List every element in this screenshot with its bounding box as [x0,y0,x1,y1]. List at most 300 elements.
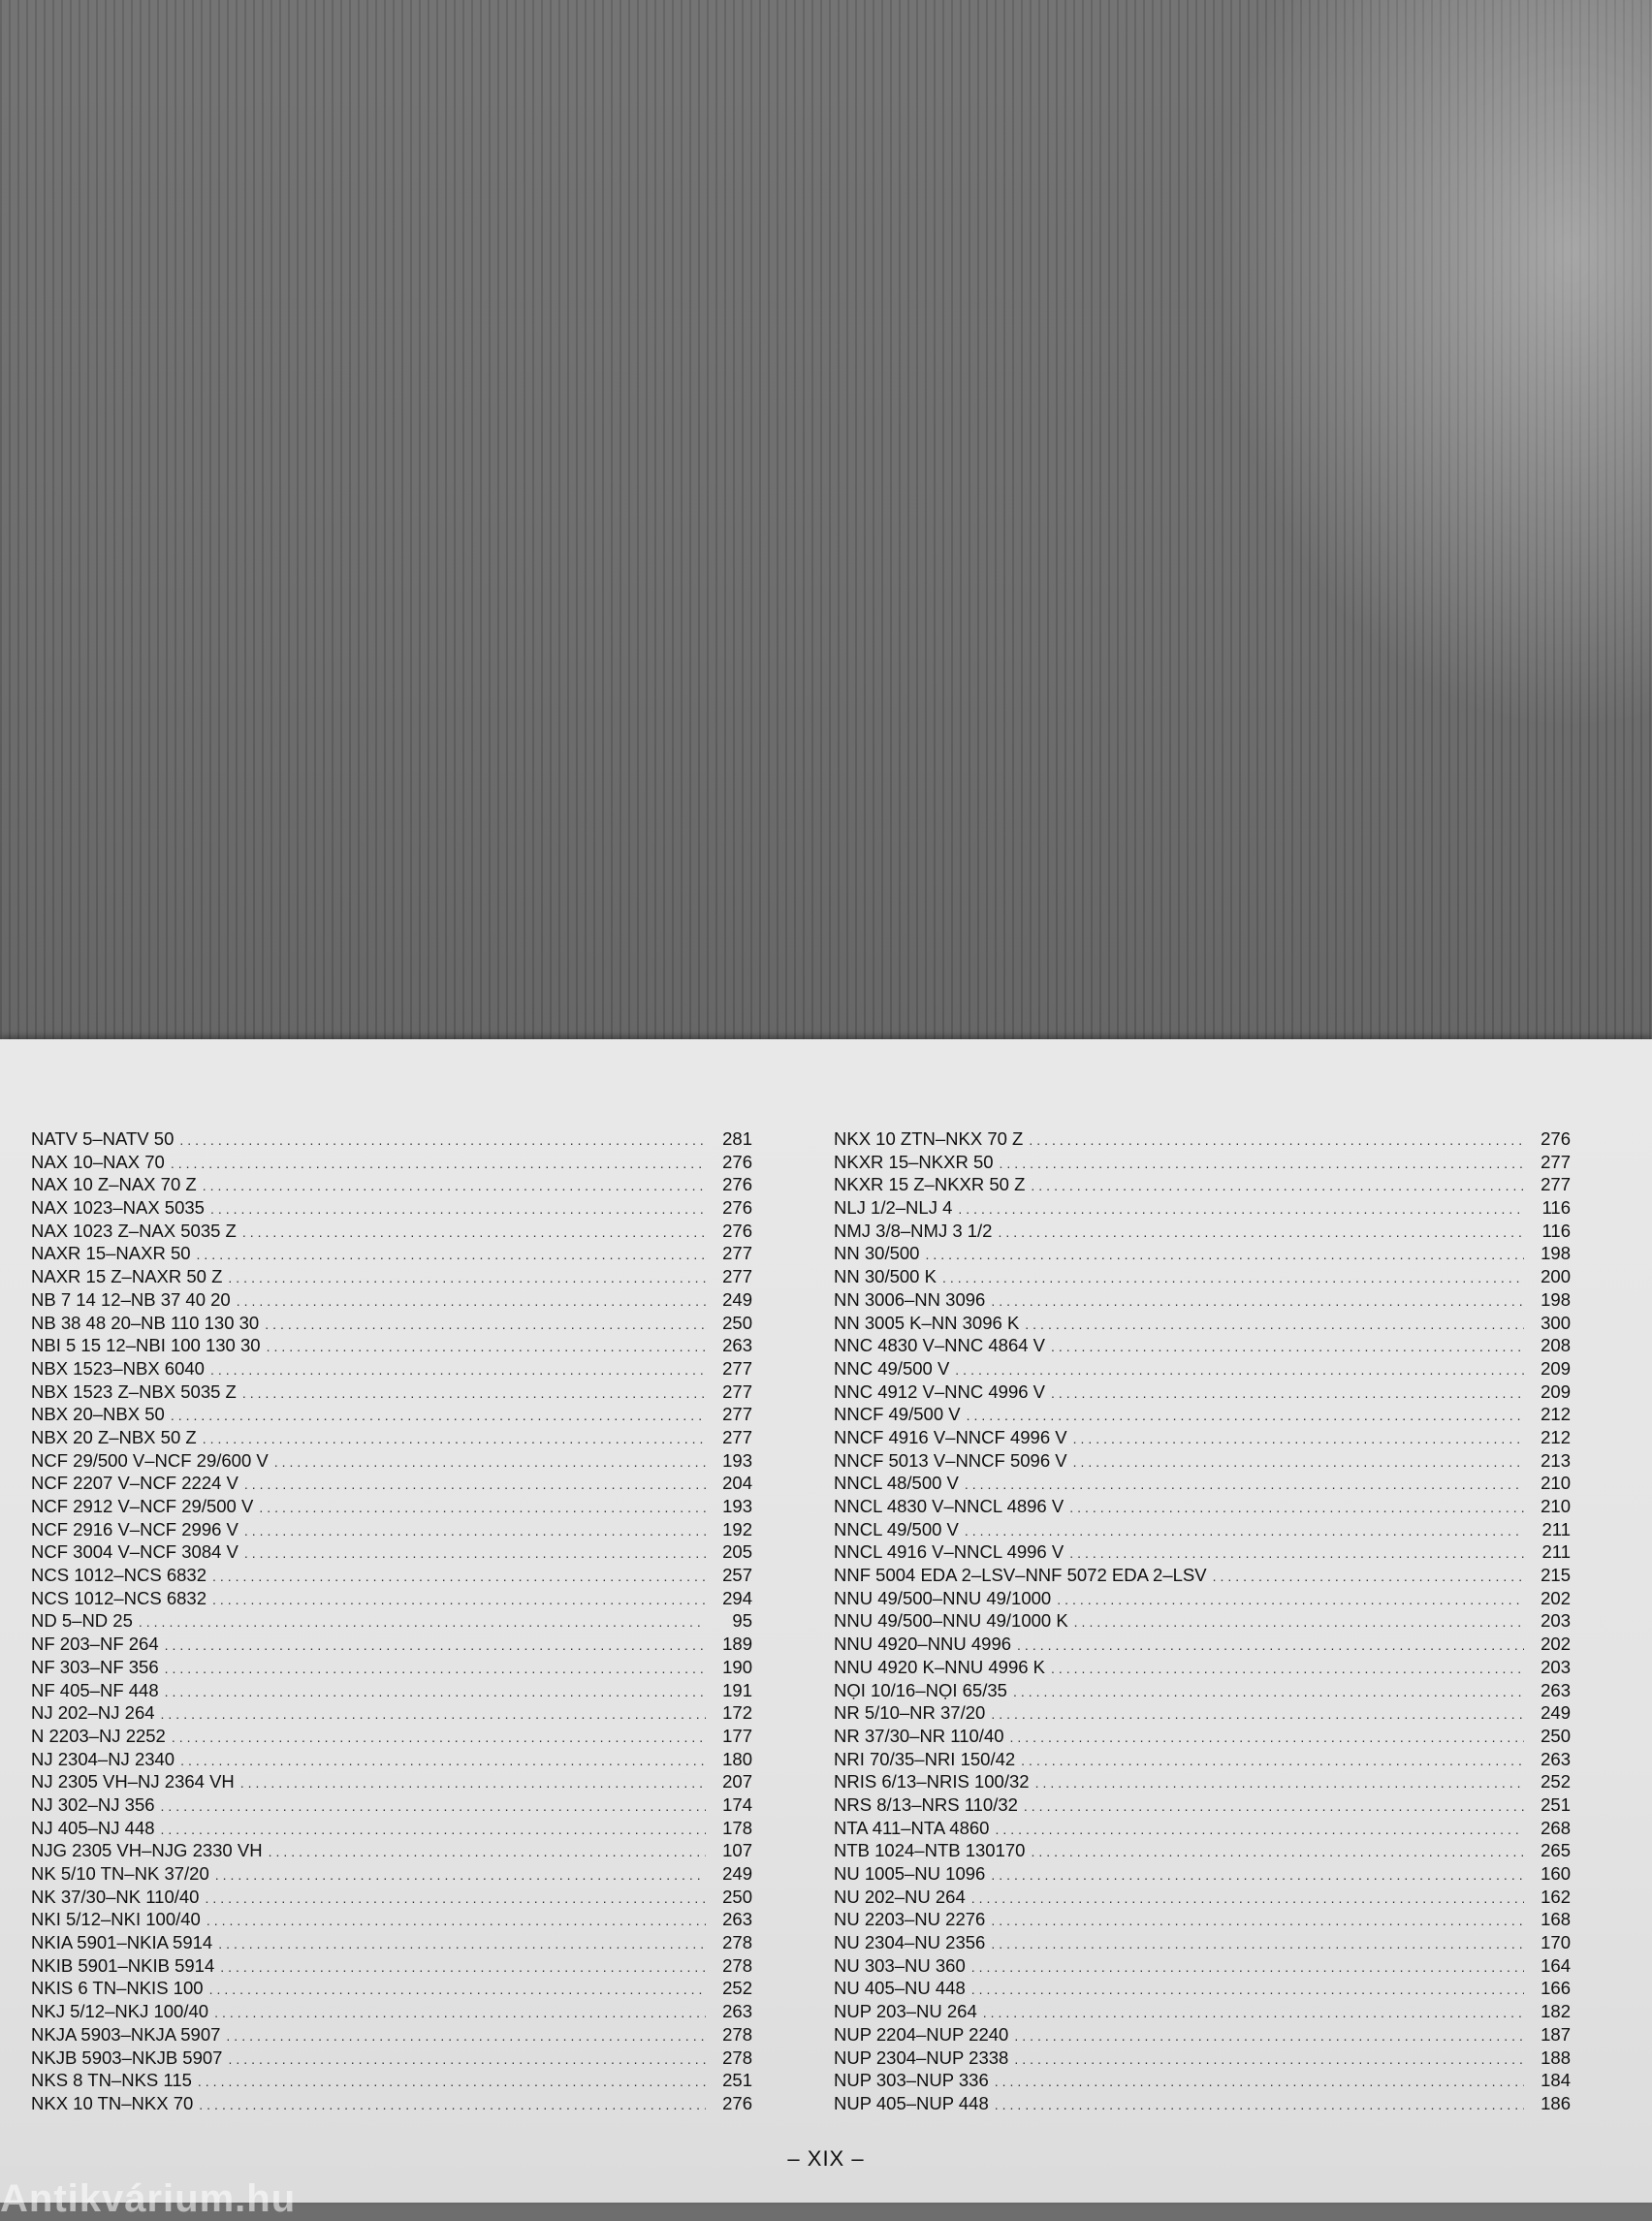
entry-page-number: 215 [1541,1565,1571,1586]
entry-label: NAXR 15 Z–NAXR 50 Z [31,1266,223,1287]
entry-label: NNU 49/500–NNU 49/1000 K [834,1610,1068,1632]
entry-label: NNCL 4830 V–NNCL 4896 V [834,1496,1064,1516]
entry-page-number: 166 [1541,1978,1571,1999]
dot-leader [991,1864,1524,1888]
dot-leader [925,1244,1524,1267]
entry-label: NU 2304–NU 2356 [834,1932,986,1953]
entry-page-number: 212 [1541,1426,1571,1447]
entry-page-number: 277 [722,1404,752,1425]
watermark-logo: Antikvárium.hu [0,2177,297,2220]
entry-label: NU 202–NU 264 [834,1886,966,1907]
dot-leader [1025,1314,1524,1337]
dot-leader [1069,1542,1524,1566]
entry-label: NU 2203–NU 2276 [834,1909,986,1930]
entry-label: NNCL 49/500 V [834,1518,959,1539]
entry-page-number: 192 [722,1518,752,1539]
entry-label: NF 303–NF 356 [31,1656,159,1677]
entry-label: NCF 2916 V–NCF 2996 V [31,1518,238,1539]
entry-page-number: 263 [722,1909,752,1930]
entry-page-number: 277 [722,1266,752,1287]
entry-label: NRI 70/35–NRI 150/42 [834,1748,1016,1769]
entry-label: NTA 411–NTA 4860 [834,1817,990,1838]
entry-page-number: 116 [1541,1220,1571,1241]
entry-label: NU 405–NU 448 [834,1978,966,1999]
entry-page-number: 211 [1541,1541,1571,1563]
entry-label: NBX 20 Z–NBX 50 Z [31,1426,197,1447]
entry-page-number: 276 [722,2092,752,2113]
entry-label: NKX 10 ZTN–NKX 70 Z [834,1128,1024,1149]
entry-label: NNU 49/500–NNU 49/1000 [834,1587,1052,1608]
entry-label: NB 38 48 20–NB 110 130 30 [31,1312,260,1333]
index-entry [834,2092,1571,2115]
entry-label: NU 1005–NU 1096 [834,1863,986,1884]
index-entry [31,1495,752,1518]
entry-page-number: 212 [1541,1404,1571,1425]
dot-leader [212,1566,706,1589]
entry-page-number: 251 [722,2070,752,2091]
index-entry [834,1151,1571,1174]
entry-label: NAXR 15–NAXR 50 [31,1243,191,1264]
dot-leader [269,1841,706,1864]
entry-page-number: 249 [1541,1702,1571,1724]
entry-page-number: 277 [722,1380,752,1402]
index-entry [31,1679,752,1702]
dot-leader [1014,2048,1524,2072]
dot-leader [171,1153,706,1176]
index-entry [31,1977,752,2000]
entry-label: NUP 303–NUP 336 [834,2070,989,2091]
index-entry [834,1472,1571,1495]
dot-leader [226,2025,706,2048]
entry-page-number: 172 [722,1702,752,1724]
entry-page-number: 207 [722,1771,752,1793]
index-entry [31,1817,752,1840]
entry-label: NCF 2912 V–NCF 29/500 V [31,1496,254,1516]
index-entry [834,1679,1571,1702]
dot-leader [161,1795,706,1819]
entry-label: NCS 1012–NCS 6832 [31,1565,206,1586]
index-entry [834,1220,1571,1243]
entry-label: NNCF 5013 V–NNCF 5096 V [834,1449,1067,1471]
dot-leader [197,1244,706,1267]
entry-page-number: 276 [722,1174,752,1195]
entry-label: NAX 10 Z–NAX 70 Z [31,1174,197,1195]
dot-leader [1010,1727,1524,1750]
dot-leader [1029,1129,1524,1153]
dot-leader [199,2094,706,2117]
index-entry [31,1886,752,1909]
entry-label: N 2203–NJ 2252 [31,1725,166,1746]
index-entry [31,2023,752,2046]
entry-page-number: 263 [1541,1748,1571,1769]
entry-label: NUP 2204–NUP 2240 [834,2023,1009,2045]
index-entry [834,1334,1571,1357]
entry-label: NKX 10 TN–NKX 70 [31,2092,194,2113]
entry-page-number: 277 [722,1426,752,1447]
entry-page-number: 277 [1541,1151,1571,1172]
index-entry [834,1495,1571,1518]
dot-leader [210,1198,706,1222]
entry-label: NUP 2304–NUP 2338 [834,2046,1009,2068]
entry-page-number: 177 [722,1725,752,1746]
entry-page-number: 263 [1541,1679,1571,1700]
index-entry [31,1656,752,1679]
index-entry [834,1793,1571,1817]
index-entry [834,1380,1571,1404]
entry-page-number: 250 [722,1886,752,1907]
entry-page-number: 180 [722,1748,752,1769]
dot-leader [259,1497,706,1520]
background-surface [0,0,1652,1047]
entry-label: NCF 3004 V–NCF 3084 V [31,1541,238,1563]
dot-leader [209,1979,706,2002]
entry-page-number: 204 [722,1473,752,1494]
entry-page-number: 186 [1541,2092,1571,2113]
entry-label: NKI 5/12–NKI 100/40 [31,1909,201,1930]
index-entry [834,1403,1571,1426]
entry-label: NKXR 15–NKXR 50 [834,1151,994,1172]
entry-page-number: 162 [1541,1886,1571,1907]
index-entry [834,1540,1571,1564]
index-column-right [834,1127,1571,2115]
dot-leader [203,1428,706,1451]
index-entry [31,1908,752,1931]
dot-leader [171,1405,706,1428]
entry-page-number: 95 [732,1610,752,1632]
entry-label: NLJ 1/2–NLJ 4 [834,1197,953,1219]
index-entry [31,1954,752,1978]
dot-leader [228,2048,706,2072]
dot-leader [267,1336,706,1359]
index-entry [834,1288,1571,1312]
index-entry [834,1242,1571,1265]
index-entry [834,1196,1571,1220]
dot-leader [1073,1451,1524,1475]
entry-page-number: 209 [1541,1380,1571,1402]
index-entry [31,1334,752,1357]
entry-page-number: 198 [1541,1288,1571,1310]
index-entry [834,2000,1571,2023]
dot-leader [995,2071,1524,2094]
index-entry [31,1357,752,1380]
index-entry [31,1725,752,1748]
index-entry [834,1127,1571,1151]
dot-leader [1031,1175,1524,1198]
entry-page-number: 187 [1541,2023,1571,2045]
index-entry [834,1908,1571,1931]
index-entry [31,1564,752,1587]
entry-label: NKIB 5901–NKIB 5914 [31,1954,215,1976]
index-entry [834,1633,1571,1656]
index-entry [31,1220,752,1243]
index-entry [834,1265,1571,1288]
index-entry [834,1564,1571,1587]
index-entry [31,1196,752,1220]
index-entry [31,1839,752,1862]
index-entry [31,1265,752,1288]
index-entry [31,1242,752,1265]
entry-page-number: 263 [722,2001,752,2022]
entry-label: NNCL 48/500 V [834,1473,959,1494]
entry-page-number: 257 [722,1565,752,1586]
dot-leader [971,1888,1524,1911]
dot-leader [1073,1428,1524,1451]
entry-page-number: 210 [1541,1496,1571,1516]
entry-page-number: 203 [1541,1610,1571,1632]
index-entry [31,1288,752,1312]
entry-label: NK 5/10 TN–NK 37/20 [31,1863,209,1884]
entry-page-number: 184 [1541,2070,1571,2091]
index-entry [31,1312,752,1335]
index-entry [834,1587,1571,1610]
entry-label: NJ 2305 VH–NJ 2364 VH [31,1771,235,1793]
entry-page-number: 191 [722,1679,752,1700]
entry-label: NRS 8/13–NRS 110/32 [834,1793,1018,1815]
index-entry [31,1862,752,1886]
entry-page-number: 263 [722,1335,752,1356]
dot-leader [991,1703,1524,1727]
dot-leader [244,1474,706,1497]
index-entry [31,1127,752,1151]
index-entry [834,1886,1571,1909]
entry-label: NJ 2304–NJ 2340 [31,1748,175,1769]
dot-leader [1051,1382,1524,1406]
entry-page-number: 249 [722,1288,752,1310]
entry-label: NAX 1023 Z–NAX 5035 Z [31,1220,237,1241]
entry-label: ND 5–ND 25 [31,1610,133,1632]
index-entry [31,1151,752,1174]
entry-label: NR 5/10–NR 37/20 [834,1702,986,1724]
dot-leader [1051,1336,1524,1359]
entry-page-number: 210 [1541,1473,1571,1494]
entry-label: NBX 1523–NBX 6040 [31,1357,205,1379]
entry-label: NATV 5–NATV 50 [31,1128,175,1149]
entry-label: NNCF 4916 V–NNCF 4996 V [834,1426,1067,1447]
dot-leader [1074,1611,1524,1634]
entry-page-number: 164 [1541,1954,1571,1976]
index-entry [834,1701,1571,1725]
dot-leader [228,1267,706,1290]
entry-label: NNF 5004 EDA 2–LSV–NNF 5072 EDA 2–LSV [834,1565,1207,1586]
entry-label: NNC 4830 V–NNC 4864 V [834,1335,1045,1356]
entry-page-number: 278 [722,2023,752,2045]
dot-leader [218,1933,706,1956]
index-entry [834,1817,1571,1840]
entry-page-number: 277 [1541,1174,1571,1195]
dot-leader [205,1888,706,1911]
dot-leader [244,1542,706,1566]
entry-page-number: 200 [1541,1266,1571,1287]
index-entry [31,2000,752,2023]
entry-label: NBX 20–NBX 50 [31,1404,165,1425]
index-entry [31,1472,752,1495]
entry-label: NN 30/500 [834,1243,920,1264]
entry-page-number: 268 [1541,1817,1571,1838]
entry-label: NNC 49/500 V [834,1357,950,1379]
dot-leader [1013,1681,1524,1704]
index-entry [834,1839,1571,1862]
index-entry [834,2069,1571,2092]
dot-leader [1031,1841,1524,1864]
entry-label: NK 37/30–NK 110/40 [31,1886,200,1907]
entry-label: NRIS 6/13–NRIS 100/32 [834,1771,1030,1793]
dot-leader [161,1703,706,1727]
entry-page-number: 182 [1541,2001,1571,2022]
index-entry [31,1931,752,1954]
entry-page-number: 209 [1541,1357,1571,1379]
entry-page-number: 277 [722,1357,752,1379]
entry-label: NB 7 14 12–NB 37 40 20 [31,1288,231,1310]
entry-label: NJ 405–NJ 448 [31,1817,155,1838]
index-entry [834,1748,1571,1771]
entry-label: NJ 202–NJ 264 [31,1702,155,1724]
entry-label: NCF 29/500 V–NCF 29/600 V [31,1449,269,1471]
index-entry [31,1701,752,1725]
entry-label: NJG 2305 VH–NJG 2330 VH [31,1840,263,1861]
index-entry [834,1954,1571,1978]
entry-page-number: 208 [1541,1335,1571,1356]
dot-leader [180,1750,706,1773]
index-entry [31,1518,752,1541]
index-entry [834,1862,1571,1886]
entry-page-number: 252 [1541,1771,1571,1793]
dot-leader [244,1520,706,1543]
entry-page-number: 188 [1541,2046,1571,2068]
index-column-left [31,1127,752,2115]
dot-leader [971,1956,1524,1980]
index-entry [31,1587,752,1610]
entry-page-number: 300 [1541,1312,1571,1333]
index-entry [31,1380,752,1404]
dot-leader [1035,1772,1524,1795]
entry-label: NAX 1023–NAX 5035 [31,1197,205,1219]
dot-leader [958,1198,1524,1222]
entry-label: NN 30/500 K [834,1266,937,1287]
entry-label: NBX 1523 Z–NBX 5035 Z [31,1380,237,1402]
entry-label: NKJA 5903–NKJA 5907 [31,2023,221,2045]
entry-page-number: 211 [1541,1518,1571,1539]
index-entry [31,2046,752,2070]
dot-leader [206,1910,706,1933]
dot-leader [983,2002,1524,2025]
dot-leader [1213,1566,1524,1589]
entry-page-number: 250 [1541,1725,1571,1746]
entry-label: NKIS 6 TN–NKIS 100 [31,1978,204,1999]
entry-page-number: 281 [722,1128,752,1149]
entry-page-number: 276 [722,1151,752,1172]
index-entry [834,1609,1571,1633]
entry-label: NU 303–NU 360 [834,1954,966,1976]
index-entry [834,1656,1571,1679]
index-entry [31,1609,752,1633]
index-entry [834,1931,1571,1954]
dot-leader [214,2002,706,2025]
dot-leader [237,1290,706,1314]
dot-leader [1021,1750,1524,1773]
index-entry [31,1403,752,1426]
entry-label: NỌI 10/16–NỌI 65/35 [834,1679,1007,1700]
entry-label: NNC 4912 V–NNC 4996 V [834,1380,1045,1402]
entry-page-number: 198 [1541,1243,1571,1264]
entry-label: NUP 203–NU 264 [834,2001,977,2022]
entry-label: NKS 8 TN–NKS 115 [31,2070,192,2091]
dot-leader [965,1474,1524,1497]
entry-label: NUP 405–NUP 448 [834,2092,989,2113]
dot-leader [991,1933,1524,1956]
dot-leader [198,2071,706,2094]
dot-leader [139,1611,706,1634]
entry-label: NKXR 15 Z–NKXR 50 Z [834,1174,1026,1195]
entry-page-number: 116 [1541,1197,1571,1219]
index-entry [834,1426,1571,1449]
index-entry [834,2046,1571,2070]
dot-leader [998,1222,1524,1245]
entry-page-number: 251 [1541,1793,1571,1815]
dot-leader [212,1589,706,1612]
entry-page-number: 249 [722,1863,752,1884]
dot-leader [210,1359,706,1382]
entry-page-number: 178 [722,1817,752,1838]
entry-page-number: 294 [722,1587,752,1608]
dot-leader [1017,1634,1524,1658]
entry-page-number: 168 [1541,1909,1571,1930]
entry-page-number: 160 [1541,1863,1571,1884]
entry-page-number: 278 [722,1932,752,1953]
dot-leader [1051,1658,1524,1681]
dot-leader [274,1451,706,1475]
entry-page-number: 174 [722,1793,752,1815]
dot-leader [1024,1795,1524,1819]
index-entry [834,1770,1571,1793]
entry-label: NR 37/30–NR 110/40 [834,1725,1004,1746]
entry-label: NNU 4920–NNU 4996 [834,1634,1012,1655]
index-entry [31,1540,752,1564]
entry-label: NKJ 5/12–NKJ 100/40 [31,2001,209,2022]
entry-page-number: 252 [722,1978,752,1999]
entry-page-number: 278 [722,2046,752,2068]
dot-leader [165,1658,706,1681]
dot-leader [965,1520,1524,1543]
entry-page-number: 276 [1541,1128,1571,1149]
entry-label: NJ 302–NJ 356 [31,1793,155,1815]
index-entry [31,2092,752,2115]
entry-page-number: 189 [722,1634,752,1655]
entry-page-number: 202 [1541,1587,1571,1608]
dot-leader [995,1819,1524,1842]
entry-page-number: 190 [722,1656,752,1677]
dot-leader [971,1979,1524,2002]
dot-leader [240,1772,706,1795]
index-entry [31,1770,752,1793]
dot-leader [955,1359,1524,1382]
index-entry [834,1173,1571,1196]
entry-label: NNU 4920 K–NNU 4996 K [834,1656,1045,1677]
entry-page-number: 213 [1541,1449,1571,1471]
dot-leader [991,1910,1524,1933]
dot-leader [242,1222,706,1245]
dot-leader [161,1819,706,1842]
entry-label: NMJ 3/8–NMJ 3 1/2 [834,1220,993,1241]
entry-page-number: 203 [1541,1656,1571,1677]
index-entry [834,2023,1571,2046]
entry-label: NKIA 5901–NKIA 5914 [31,1932,213,1953]
index-entry [31,1449,752,1473]
dot-leader [1014,2025,1524,2048]
entry-page-number: 205 [722,1541,752,1563]
dot-leader [942,1267,1524,1290]
entry-label: NN 3005 K–NN 3096 K [834,1312,1020,1333]
dot-leader [179,1129,706,1153]
